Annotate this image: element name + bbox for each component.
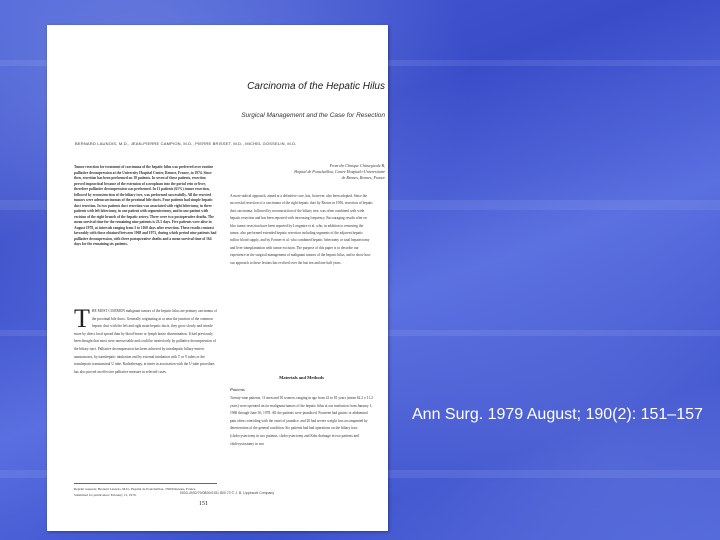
subsection-heading: Patients [230, 387, 245, 392]
affiliation-line: de Rennes, Rennes, France [341, 175, 385, 180]
affiliation-line: From the Clinique Chirurgicale B, [329, 163, 385, 168]
paper-body-right-column: A more radical approach, aimed at a definitive cure, has, however, also been adopted. Since the successful resection of a carcinoma of the right hepatic duct by Brown in 1956, resection of hepatic duct carcinoma, followed by reconstruction of the biliary tree, was often combined with wide hepatic resection and has been reported with increasing frequency. Encouraging results after en bloc tumor resection have been reported by Longmire et al. who, in addition to removing the tumor, also performed extended hepatic resection including segments of the adjacent hepatic inflow blood supply, and by Fortner et al. who combined hepatic lobectomy or total hepatectomy and liver transplantation with tumor excision. The purpose of this paper is to describe our experience in the surgical management of malignant tumors of the hepatic hilus, and to show how our approach to these lesions has evolved over the last ten and one half years. [230, 194, 373, 265]
footnote-line: Submitted for publication: February 13, 1979. [74, 493, 137, 497]
paper-title: Carcinoma of the Hepatic Hilus [247, 81, 385, 92]
paper-body-left-column [74, 308, 217, 498]
citation-caption: Ann Surg. 1979 August; 190(2): 151–157 [412, 406, 703, 423]
section-heading: Materials and Methods [279, 375, 324, 380]
paper-body-right-column-lower: Twenty-nine patients, 11 men and 18 women, ranging in age from 41 to 81 years (mean 62.2 ± 11.2 years) were operated on for malignant tumors of the hepatic hilus at our institution from January 1, 1968 through June 30, 1978. All the patients were jaundiced. Fourteen had gastric or abdominal pain often coinciding with the onset of jaundice, and 20 had severe weight loss accompanied by deterioration of the general condition. Six patients had had operations on the biliary tract (cholecystectomy in two patients, cholecystectomy and Kehr drainage in two patients and cholecystostomy in two [230, 396, 373, 446]
paper-subtitle: Surgical Management and the Case for Resection [241, 112, 385, 119]
paper-page-image [47, 25, 388, 531]
affiliation-line: Hopital de Pontchaillou, Centre Hospitalo-Universitaire [294, 169, 385, 174]
paper-abstract: Tumor resection for treatment of carcinoma of the hepatic hilus was preferred over routine palliative decompression at the University Hospital Center, Rennes, France, in 1974. Since then, resection has been performed on 18 patients. In seven of these patients, resection proved impractical because of the extension of a neoplasm into the portal vein or liver, therefore palliative decompression was performed. In 11 patients (61%) tumor resection, followed by reconstruction of the biliary tree, was performed successfully. All the resected tumors were adenocarcinomas of the proximal bile ducts. Four patients had simple hepatic duct resection. In two patients duct resection was associated with right lobectomy, in three patients with left lobectomy, in one patient with segmentectomy, and in one patient with excision of the right branch of the hepatic artery. There were two postoperative deaths. The mean survival time for the remaining nine patients is 23.5 days. Five patients were alive in August 1978, at intervals ranging from 5 to 1160 days after resection. These results contrast favorably with those obtained between 1968 and 1973, during which period nine patients had palliative decompression, with three postoperative deaths and a mean survival time of 164 days for the remaining six patients. [74, 165, 217, 246]
paper-copyright-line: 0003-4932/79/0800/0151 $00.70 © J. B. Lippincott Company [179, 491, 275, 495]
drop-cap: T [74, 308, 90, 333]
page-number: 151 [199, 501, 208, 507]
footnote-line: Reprint requests: Bernard Launois, M.D., Hopital de Pontchaillou, 35000 Rennes, France. [74, 487, 197, 491]
paper-affiliation [247, 163, 385, 181]
paper-authors: BERNARD LAUNOIS, M.D., JEAN-PIERRE CAMPION, M.D., PIERRE BRISSET, M.D., MICHEL GOSSELIN, M.D. [75, 141, 297, 146]
footnote-divider [74, 483, 217, 484]
body-left-text: HE MOST COMMON malignant tumors of the hepatic hilus are primary carcinoma of the proximal bile ducts. Generally originating at or near the junction of the common hepatic duct with the left and right main hepatic ducts, they grow slowly and invade more by direct local spread than by blood borne or lymph borne dissemination. It had previously been thought that most were unresectable and could be treated only by palliative decompression of the biliary tract. Palliative decompression has been achieved by intrahepatic biliary-enteric anastomoses, by transhepatic intubation and by external intubation with T or Y tubes or the transhepatic transtumoral U tube. Radiotherapy, at times in association with the U-tube procedure, has also proved an effective palliative measure in selected cases. [74, 309, 217, 374]
